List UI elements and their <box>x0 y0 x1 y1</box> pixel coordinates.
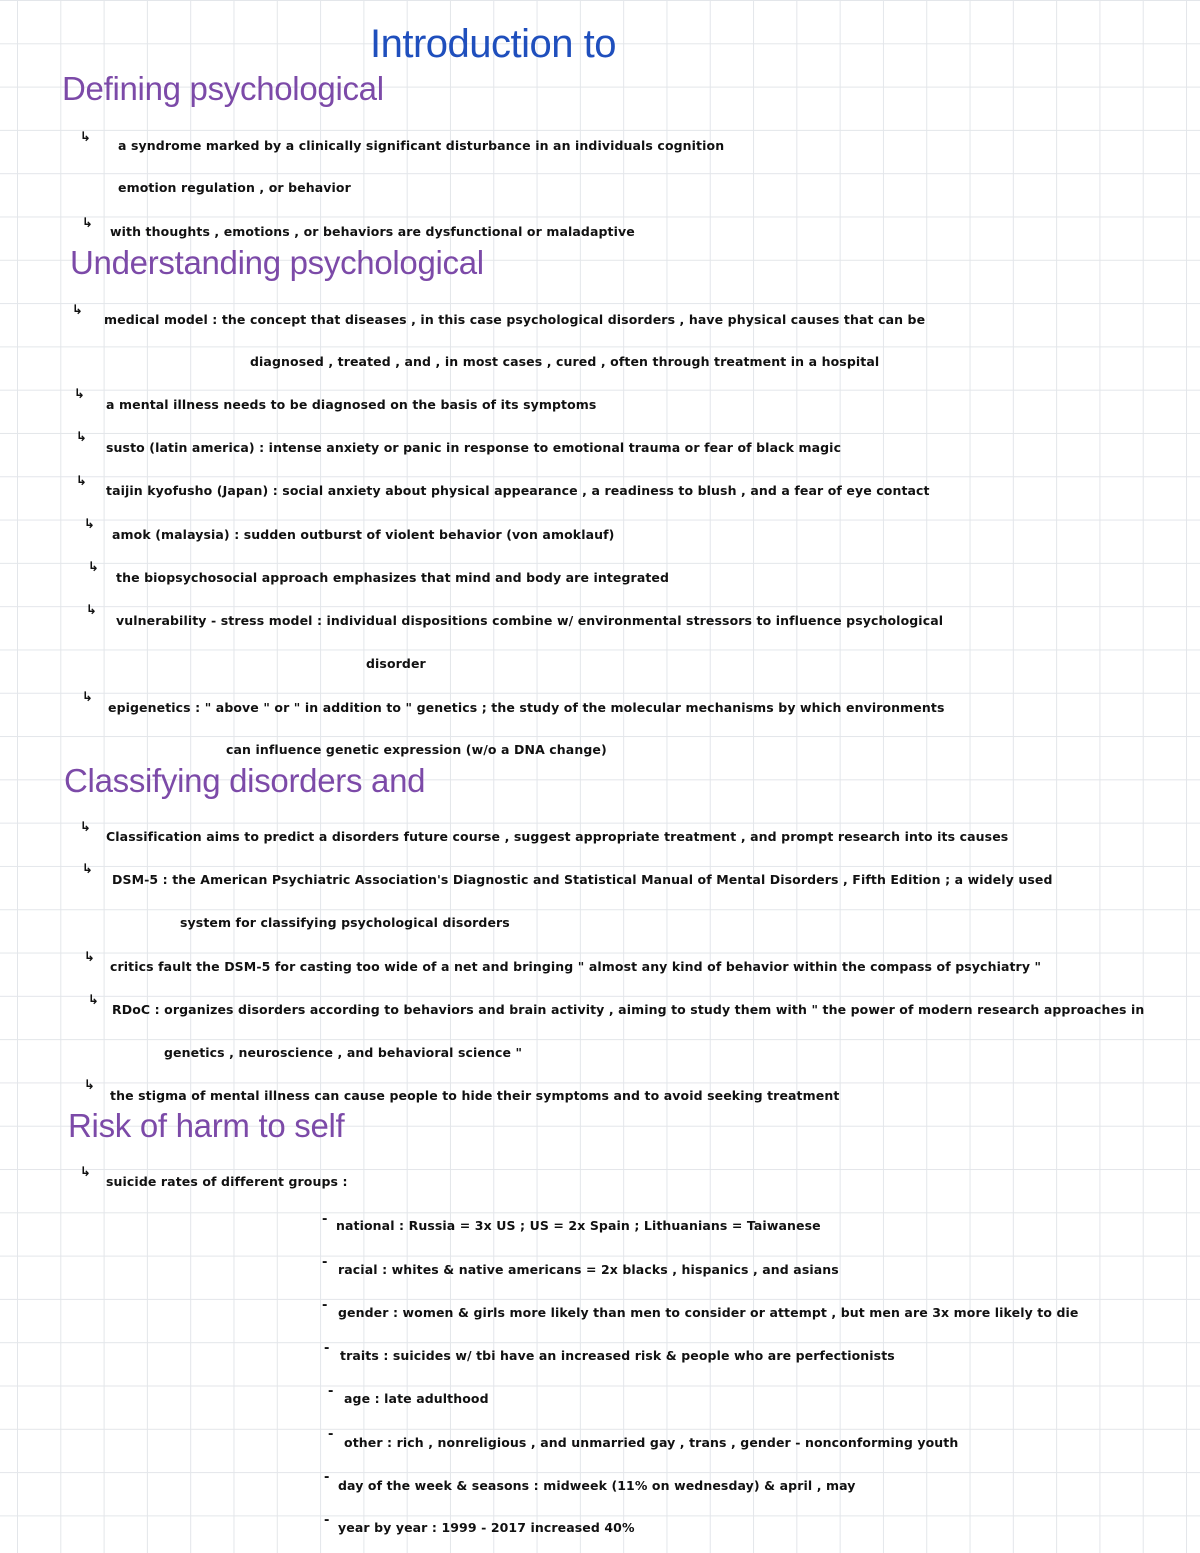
note-line: diagnosed , treated , and , in most cases , cured , often through treatment in a hospital <box>250 354 880 369</box>
arrow-bullet-icon: ↳ <box>76 474 87 489</box>
note-line: medical model : the concept that diseases , in this case psychological disorders , have physical causes that can be <box>104 312 926 327</box>
note-line: RDoC : organizes disorders according to behaviors and brain activity , aiming to study them with " the power of modern research approaches in <box>112 1002 1145 1017</box>
arrow-bullet-icon: ↳ <box>84 950 95 965</box>
note-line: genetics , neuroscience , and behavioral science " <box>164 1045 523 1060</box>
arrow-bullet-icon: ↳ <box>80 130 91 145</box>
note-line: system for classifying psychological disorders <box>180 915 510 930</box>
note-line: amok (malaysia) : sudden outburst of violent behavior (von amoklauf) <box>112 527 615 542</box>
note-line: the biopsychosocial approach emphasizes that mind and body are integrated <box>116 570 670 585</box>
page-title: Introduction to <box>370 22 616 66</box>
arrow-bullet-icon: ↳ <box>80 820 91 835</box>
section-heading-classifying: Classifying disorders and <box>64 762 426 799</box>
section-heading-understanding: Understanding psychological <box>70 244 484 281</box>
note-line: day of the week & seasons : midweek (11% on wednesday) & april , may <box>338 1478 856 1493</box>
arrow-bullet-icon: ↳ <box>76 430 87 445</box>
note-line: other : rich , nonreligious , and unmarried gay , trans , gender - nonconforming youth <box>344 1435 959 1450</box>
note-line: a mental illness needs to be diagnosed on the basis of its symptoms <box>106 397 597 412</box>
note-line: disorder <box>366 656 426 671</box>
note-line: year by year : 1999 - 2017 increased 40% <box>338 1520 635 1535</box>
arrow-bullet-icon: ↳ <box>72 303 83 318</box>
arrow-bullet-icon: ↳ <box>88 993 99 1008</box>
arrow-bullet-icon: ↳ <box>84 1078 95 1093</box>
arrow-bullet-icon: ↳ <box>86 603 97 618</box>
dash-bullet-icon: - <box>322 1298 328 1313</box>
note-line: the stigma of mental illness can cause people to hide their symptoms and to avoid seeking treatment <box>110 1088 840 1103</box>
dash-bullet-icon: - <box>324 1513 330 1528</box>
dash-bullet-icon: - <box>324 1341 330 1356</box>
section-heading-defining: Defining psychological <box>62 70 384 107</box>
arrow-bullet-icon: ↳ <box>88 560 99 575</box>
note-line: gender : women & girls more likely than men to consider or attempt , but men are 3x more likely to die <box>338 1305 1079 1320</box>
arrow-bullet-icon: ↳ <box>84 517 95 532</box>
arrow-bullet-icon: ↳ <box>80 1165 91 1180</box>
note-line: taijin kyofusho (Japan) : social anxiety about physical appearance , a readiness to blush , and a fear of eye contact <box>106 483 930 498</box>
arrow-bullet-icon: ↳ <box>74 387 85 402</box>
note-line: critics fault the DSM-5 for casting too wide of a net and bringing " almost any kind of behavior within the compass of psychiatry " <box>110 959 1042 974</box>
note-line: vulnerability - stress model : individual dispositions combine w/ environmental stressors to influence psychological <box>116 613 944 628</box>
arrow-bullet-icon: ↳ <box>82 862 93 877</box>
note-line: Classification aims to predict a disorders future course , suggest appropriate treatment , and prompt research into its causes <box>106 829 1009 844</box>
note-line: susto (latin america) : intense anxiety or panic in response to emotional trauma or fear of black magic <box>106 440 842 455</box>
note-line: DSM-5 : the American Psychiatric Association's Diagnostic and Statistical Manual of Mental Disorders , Fifth Edition ; a widely used <box>112 872 1053 887</box>
dash-bullet-icon: - <box>322 1212 328 1227</box>
note-line: racial : whites & native americans = 2x blacks , hispanics , and asians <box>338 1262 839 1277</box>
note-line: with thoughts , emotions , or behaviors are dysfunctional or maladaptive <box>110 224 635 239</box>
note-line: can influence genetic expression (w/o a DNA change) <box>226 742 607 757</box>
note-line: traits : suicides w/ tbi have an increased risk & people who are perfectionists <box>340 1348 895 1363</box>
dash-bullet-icon: - <box>322 1255 328 1270</box>
dash-bullet-icon: - <box>328 1427 334 1442</box>
note-line: suicide rates of different groups : <box>106 1174 348 1189</box>
arrow-bullet-icon: ↳ <box>82 690 93 705</box>
note-line: national : Russia = 3x US ; US = 2x Spain ; Lithuanians = Taiwanese <box>336 1218 821 1233</box>
note-line: a syndrome marked by a clinically significant disturbance in an individuals cognition <box>118 138 725 153</box>
note-line: emotion regulation , or behavior <box>118 180 351 195</box>
section-heading-risk: Risk of harm to self <box>68 1107 345 1144</box>
arrow-bullet-icon: ↳ <box>82 216 93 231</box>
note-line: age : late adulthood <box>344 1391 489 1406</box>
dash-bullet-icon: - <box>328 1384 334 1399</box>
note-line: epigenetics : " above " or " in addition to " genetics ; the study of the molecular mechanisms by which environments <box>108 700 945 715</box>
dash-bullet-icon: - <box>324 1470 330 1485</box>
